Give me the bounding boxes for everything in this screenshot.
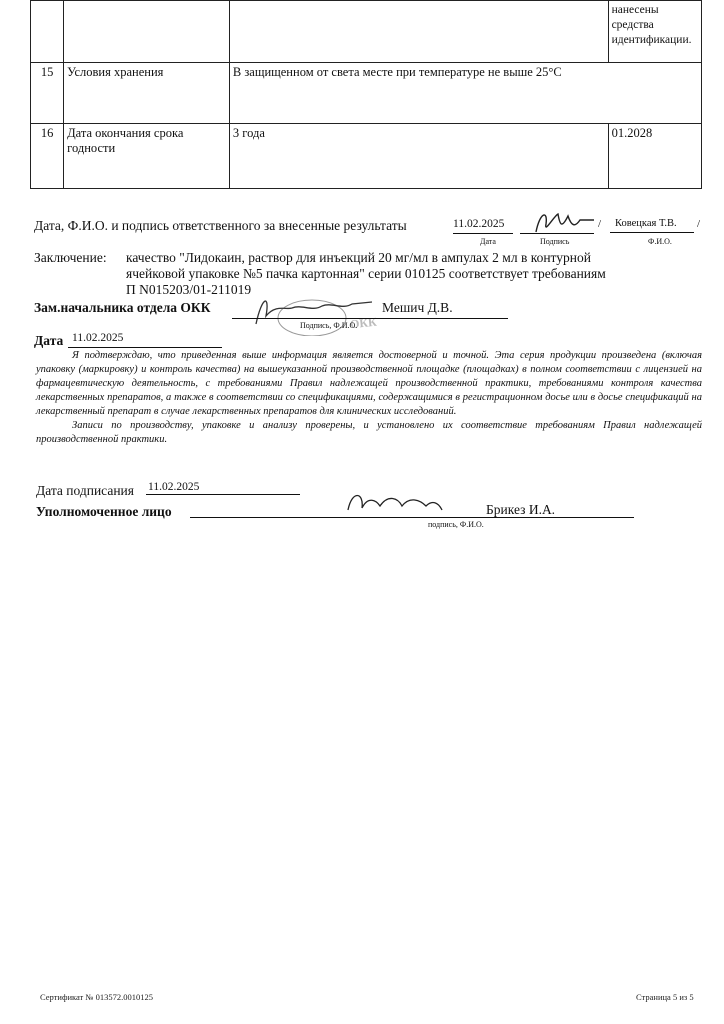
deputy-name: Мешич Д.В. [382, 300, 453, 315]
responsible-date-line [453, 233, 513, 234]
deputy-stamp: ОКК [349, 314, 378, 332]
row-note: 01.2028 [608, 124, 701, 189]
row-name: Условия хранения [64, 63, 230, 124]
authorized-caption: подпись, Ф.И.О. [428, 520, 484, 529]
authorized-name: Брикез И.А. [486, 502, 556, 517]
conclusion-line2: ячейковой упаковке №5 пачка картонная" серии 010125 соответствует требованиям [126, 266, 606, 281]
row-number [31, 1, 64, 63]
table-row [31, 63, 702, 124]
responsible-date: 11.02.2025 [453, 218, 505, 230]
deputy-caption: Подпись, Ф.И.О. [300, 321, 358, 330]
row-number: 16 [31, 124, 64, 189]
responsible-label: Дата, Ф.И.О. и подпись ответственного за внесенные результаты [34, 218, 407, 233]
statement-paragraph: Записи по производству, упаковке и анализу проверены, и установлено их соответствие требованиям Правил надлежащей производственной практики. [36, 420, 702, 445]
authorized-person-label: Уполномоченное лицо [36, 504, 172, 519]
deputy-line [232, 318, 508, 319]
authorized-signature-icon [342, 486, 452, 524]
caption-sign: Подпись [540, 237, 570, 246]
table-row [31, 124, 702, 189]
caption-date: Дата [480, 237, 496, 246]
spec-table [30, 0, 702, 189]
responsible-name-line [610, 232, 694, 233]
signing-date-line [146, 494, 300, 495]
caption-fio: Ф.И.О. [648, 237, 672, 246]
deputy-label: Зам.начальника отдела ОКК [34, 300, 211, 315]
table-row [31, 1, 702, 63]
page-number: Страница 5 из 5 [636, 992, 694, 1002]
responsible-name: Ковецкая Т.В. [615, 218, 677, 229]
conclusion-line3: П N015203/01-211019 [126, 282, 252, 297]
date-value: 11.02.2025 [72, 332, 124, 344]
conclusion-label: Заключение: [34, 250, 107, 265]
conclusion-line1: качество "Лидокаин, раствор для инъекций 20 мг/мл в ампулах 2 мл в контурной [126, 250, 591, 265]
row-note: нанесены средства идентификации. [608, 1, 701, 63]
row-value: В защищенном от света месте при температуре не выше 25°С [229, 63, 701, 124]
row-name: Дата окончания срока годности [64, 124, 230, 189]
slash: / [598, 218, 602, 230]
responsible-signature-icon [528, 206, 598, 240]
responsible-sign-line [520, 233, 594, 234]
row-value: 3 года [229, 124, 608, 189]
row-value [229, 1, 608, 63]
signing-date-label: Дата подписания [36, 483, 134, 498]
row-number: 15 [31, 63, 64, 124]
slash: / [697, 218, 701, 230]
certificate-number: Сертификат № 013572.0010125 [40, 992, 154, 1002]
statement [36, 349, 702, 447]
signing-date-value: 11.02.2025 [148, 481, 200, 493]
date-label: Дата [34, 333, 64, 348]
statement-paragraph: Я подтверждаю, что приведенная выше информация является достоверной и точной. Эта серия продукции произведена (включая упаковку (маркировку) и контроль качества) на вышеуказанной производственной площадке (площадках) в полном соответствии с лицензией на фармацевтическую деятельность, с требованиями Правил надлежащей производственной практики, требованиями контроля качества лекарственных препаратов, а также в соответствии со спецификациями, содержащимися в регистрационном досье или в досье спецификаций на лекарственный препарат в случае лекарственных препаратов для клинических исследований. [36, 350, 702, 417]
date-line [68, 347, 222, 348]
row-name [64, 1, 230, 63]
